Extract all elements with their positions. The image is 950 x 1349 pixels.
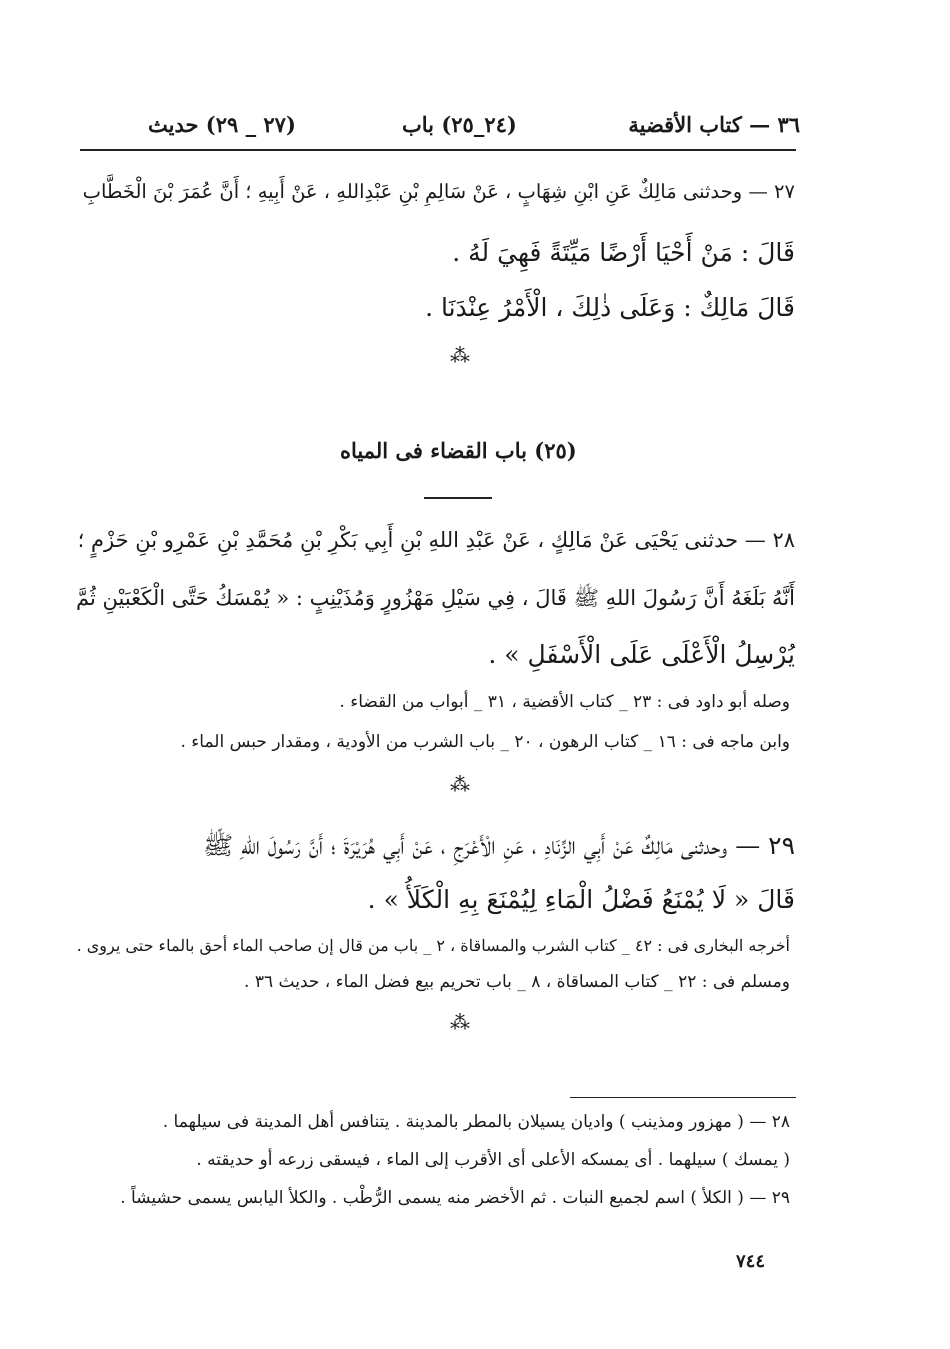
hadith-27-line-1: ٢٧ — وحدثنى مَالِكٌ عَنِ ابْنِ شِهَابٍ ، عَنْ سَالِمِ بْنِ عَبْدِاللهِ ، عَنْ أَبِيهِ ؛ أَنَّ عُمَرَ بْنَ الْخَطَّابِ — [82, 180, 795, 203]
hadith-28-line-3: يُرْسِلُ الْأَعْلَى عَلَى الْأَسْفَلِ » . — [488, 640, 795, 669]
header-book-title: ٣٦ — كتاب الأقضية — [628, 112, 800, 137]
chapter-title: (٢٥) باب القضاء فى المياه — [340, 438, 577, 463]
hadith-27-line-2: قَالَ : مَنْ أَحْيَا أَرْضًا مَيِّتَةً فَهِيَ لَهُ . — [452, 238, 795, 267]
section-separator-3: ⁂ — [450, 1010, 470, 1034]
page-number: ٧٤٤ — [736, 1251, 766, 1272]
hadith-28-line-1: ٢٨ — حدثنى يَحْيَى عَنْ مَالِكٍ ، عَنْ عَبْدِ اللهِ بْنِ أَبِي بَكْرِ بْنِ مُحَمَّدِ بْنِ عَمْرِو بْنِ حَزْمٍ ؛ — [77, 528, 795, 552]
header-hadith-range: (٢٧ _ ٢٩) حديث — [148, 112, 296, 137]
section-separator-1: ⁂ — [450, 343, 470, 367]
hadith-28-reference-2: وابن ماجه فى : ١٦ _ كتاب الرهون ، ٢٠ _ باب الشرب من الأودية ، ومقدار حبس الماء . — [180, 732, 790, 752]
footnote-28-line-1: ٢٨ — ( مهزور ومذينب ) واديان يسيلان بالمطر بالمدينة . يتنافس أهل المدينة فى سيلهما . — [162, 1112, 790, 1132]
chapter-rule — [424, 497, 492, 499]
hadith-29-line-1: ٢٩ — وحدثنى مَالِكٌ عَنْ أَبِي الزِّنَادِ ، عَنِ الْأَعْرَجِ ، عَنْ أَبِي هُرَيْرَةَ ؛ أَنَّ رَسُولَ اللهِ ﷺ — [202, 831, 795, 860]
hadith-29-reference-1: أخرجه البخارى فى : ٤٢ _ كتاب الشرب والمساقاة ، ٢ _ باب من قال إن صاحب الماء أحق بالماء حتى يروى . — [76, 936, 790, 955]
footnote-rule — [570, 1097, 796, 1098]
hadith-28-reference-1: وصله أبو داود فى : ٢٣ _ كتاب الأقضية ، ٣١ _ أبواب من القضاء . — [339, 692, 790, 712]
footnote-28-line-2: ( يمسك ) سيلهما . أى يمسكه الأعلى أى الأقرب إلى الماء ، فيسقى زرعه أو حديقته . — [196, 1150, 790, 1170]
hadith-29-reference-2: ومسلم فى : ٢٢ _ كتاب المساقاة ، ٨ _ باب تحريم بيع فضل الماء ، حديث ٣٦ . — [244, 972, 790, 992]
header-chapter-range: (٢٤_٢٥) باب — [402, 112, 517, 137]
header-rule — [80, 149, 796, 151]
footnote-29-line-1: ٢٩ — ( الكلأ ) اسم لجميع النبات . ثم الأخضر منه يسمى الرُّطْب . والكلأ اليابس يسمى حشيشاً . — [120, 1188, 790, 1208]
hadith-27-line-3: قَالَ مَالِكٌ : وَعَلَى ذٰلِكَ ، الْأَمْرُ عِنْدَنَا . — [425, 293, 795, 322]
section-separator-2: ⁂ — [450, 772, 470, 796]
hadith-28-line-2: أَنَّهُ بَلَغَهُ أَنَّ رَسُولَ اللهِ ﷺ قَالَ ، فِي سَيْلِ مَهْزُورٍ وَمُذَيْنِبٍ : « يُمْسَكُ حَتَّى الْكَعْبَيْنِ ثُمَّ — [76, 586, 795, 610]
hadith-29-line-2: قَالَ « لَا يُمْنَعُ فَضْلُ الْمَاءِ لِيُمْنَعَ بِهِ الْكَلَأُ » . — [367, 885, 795, 914]
